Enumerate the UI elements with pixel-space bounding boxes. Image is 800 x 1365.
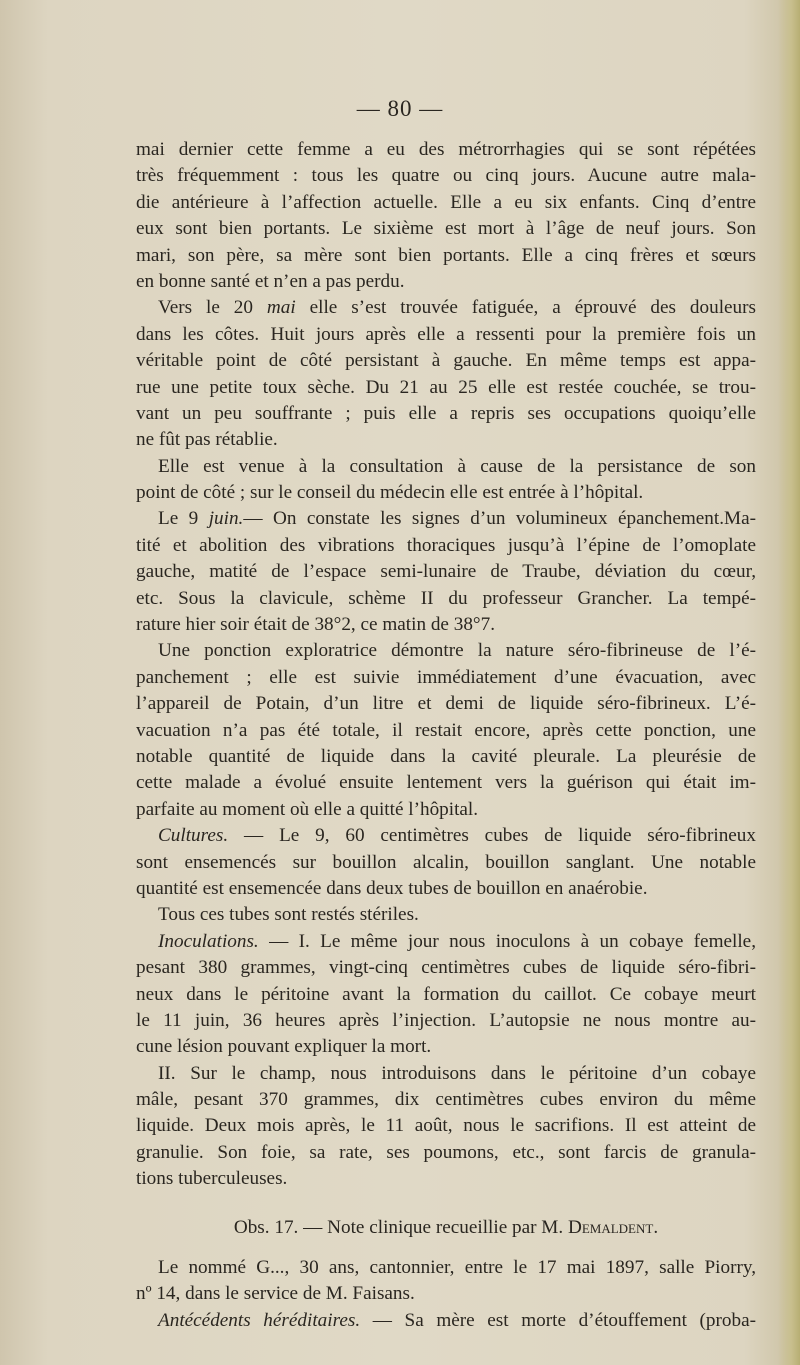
observation-heading: Obs. 17. — Note clinique recueillie par M. Demaldent. — [233, 1216, 659, 1238]
text-line: Une ponction exploratrice démontre la nature séro-fibrineuse de l’é- — [158, 640, 756, 662]
text-line: mai dernier cette femme a eu des métrorrhagies qui se sont répétées — [136, 139, 756, 160]
text-line: II. Sur le champ, nous introduisons dans le péritoine d’un cobaye — [158, 1062, 756, 1084]
text-line: quantité est ensemencée dans deux tubes de bouillon en anaérobie. — [136, 877, 648, 899]
body-text — [136, 137, 756, 1334]
text-line: ne fût pas rétablie. — [136, 429, 278, 451]
text-line: le 11 juin, 36 heures après l’injection. L’autopsie ne nous montre au- — [136, 1009, 756, 1031]
text-line: Antécédents héréditaires. — Sa mère est morte d’étouffement (proba- — [158, 1309, 756, 1331]
text-line: rature hier soir était de 38°2, ce matin de 38°7. — [136, 614, 495, 636]
text-line: Vers le 20 mai elle s’est trouvée fatiguée, a éprouvé des douleurs — [158, 297, 756, 319]
text-line: cette malade a évolué ensuite lentement vers la guérison qui était im- — [136, 772, 756, 794]
text-line: vant un peu souffrante ; puis elle a repris ses occupations quoiqu’elle — [136, 402, 756, 424]
text-line: Cultures. — Le 9, 60 centimètres cubes de liquide séro-fibrineux — [158, 825, 756, 847]
text-line: mari, son père, sa mère sont bien portants. Elle a cinq frères et sœurs — [136, 244, 756, 266]
text-line: mâle, pesant 370 grammes, dix centimètres cubes environ du même — [136, 1089, 756, 1111]
text-line: tions tuberculeuses. — [136, 1168, 288, 1190]
text-line: die antérieure à l’affection actuelle. Elle a eu six enfants. Cinq d’entre — [136, 191, 756, 213]
text-line: liquide. Deux mois après, le 11 août, nous le sacrifions. Il est atteint de — [136, 1115, 756, 1137]
text-line: eux sont bien portants. Le sixième est mort à l’âge de neuf jours. Son — [136, 218, 756, 240]
text-line: dans les côtes. Huit jours après elle a ressenti pour la première fois un — [136, 323, 756, 345]
page-number: — 80 — — [356, 96, 444, 121]
text-line: nº 14, dans le service de M. Faisans. — [136, 1283, 415, 1305]
text-line: notable quantité de liquide dans la cavité pleurale. La pleurésie de — [136, 745, 756, 767]
text-line: pesant 380 grammes, vingt-cinq centimètres cubes de liquide séro-fibri- — [136, 957, 756, 979]
text-line: panchement ; elle est suivie immédiatement d’une évacuation, avec — [136, 666, 756, 688]
text-line: Elle est venue à la consultation à cause de la persistance de son — [158, 455, 756, 477]
text-line: etc. Sous la clavicule, schème II du professeur Grancher. La tempé- — [136, 587, 756, 609]
text-line: granulie. Son foie, sa rate, ses poumons, etc., sont farcis de granula- — [136, 1141, 756, 1163]
page-edge-shadow — [778, 0, 800, 1365]
text-line: sont ensemencés sur bouillon alcalin, bouillon sanglant. Une notable — [136, 851, 756, 873]
text-line: point de côté ; sur le conseil du médecin elle est entrée à l’hôpital. — [136, 482, 644, 504]
text-line: Tous ces tubes sont restés stériles. — [158, 904, 419, 926]
text-line: rue une petite toux sèche. Du 21 au 25 elle est restée couchée, se trou- — [136, 376, 756, 398]
text-line: l’appareil de Potain, d’un litre et demi de liquide séro-fibrineux. L’é- — [136, 693, 756, 715]
text-line: Le 9 juin.— On constate les signes d’un volumineux épanchement.Ma- — [158, 508, 756, 530]
text-line: en bonne santé et n’en a pas perdu. — [136, 270, 405, 292]
main-paragraphs — [136, 137, 756, 1193]
text-line: parfaite au moment où elle a quitté l’hôpital. — [136, 798, 479, 820]
text-line: cune lésion pouvant expliquer la mort. — [136, 1036, 432, 1058]
observation-paragraphs — [136, 1255, 756, 1334]
text-line: neux dans le péritoine avant la formation du caillot. Ce cobaye meurt — [136, 983, 756, 1005]
text-line: très fréquemment : tous les quatre ou cinq jours. Aucune autre mala- — [136, 165, 756, 187]
text-line: Le nommé G..., 30 ans, cantonnier, entre le 17 mai 1897, salle Piorry, — [158, 1257, 756, 1279]
text-line: vacuation n’a pas été totale, il restait encore, après cette ponction, une — [136, 719, 756, 741]
text-line: tité et abolition des vibrations thoraciques jusqu’à l’épine de l’omoplate — [136, 534, 756, 556]
text-line: véritable point de côté persistant à gauche. En même temps est appa- — [136, 350, 756, 372]
text-line: gauche, matité de l’espace semi-lunaire de Traube, déviation du cœur, — [136, 561, 756, 583]
text-line: Inoculations. — I. Le même jour nous inoculons à un cobaye femelle, — [158, 930, 756, 952]
